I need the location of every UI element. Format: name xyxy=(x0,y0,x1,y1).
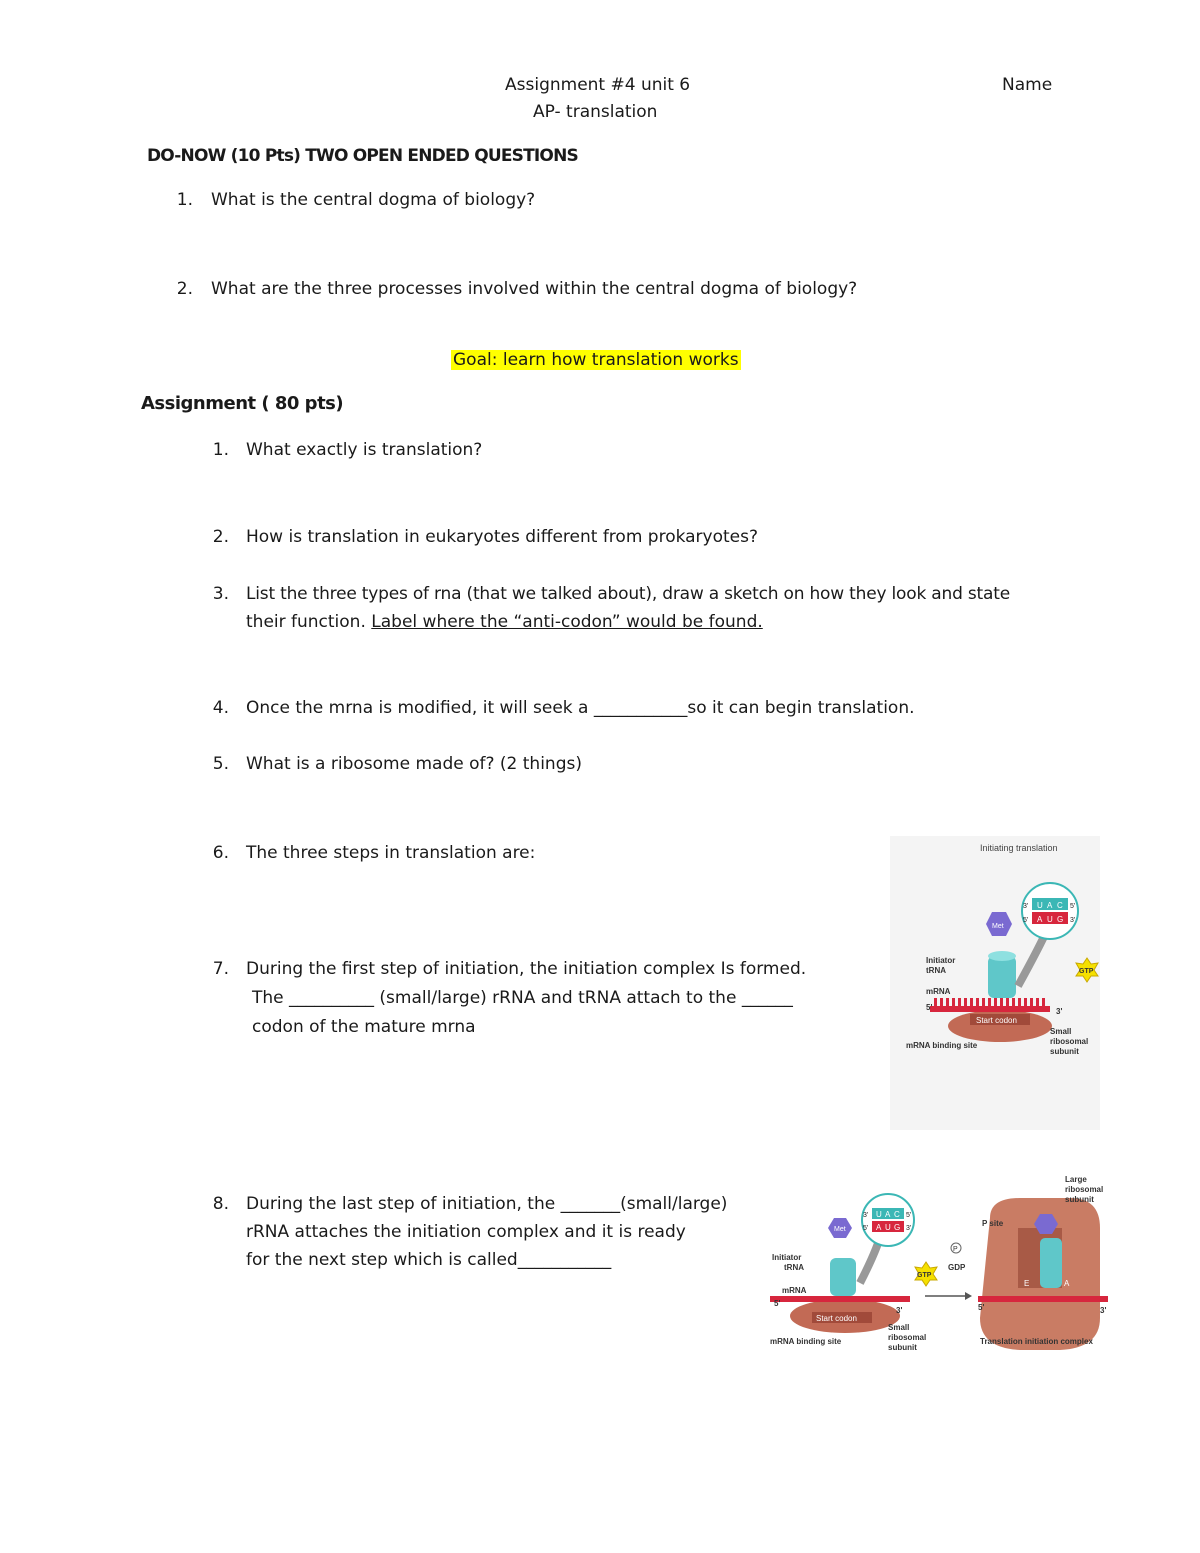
fig1-codon-top-1: U xyxy=(1037,901,1043,910)
assignment-q8-text-line2: rRNA attaches the initiation complex and it is ready xyxy=(246,1222,686,1242)
fig2-binding-site: mRNA binding site xyxy=(770,1337,842,1346)
assignment-q5-number: 5. xyxy=(212,754,229,774)
assignment-q6-text: The three steps in translation are: xyxy=(246,843,536,863)
fig2-complex-label: Translation initiation complex xyxy=(980,1337,1093,1346)
fig2-codon-top-4: 5' xyxy=(906,1212,912,1219)
fig2-large-2: subunit xyxy=(1065,1195,1094,1204)
fig2-met: Met xyxy=(834,1226,846,1233)
translation-initiation-complex-diagram xyxy=(760,1168,1120,1364)
codon-zoom-circle xyxy=(1022,883,1078,939)
fig2-p-site: P site xyxy=(982,1219,1004,1228)
fig2-codon-top-3: C xyxy=(894,1210,900,1219)
fig2-bound-trna xyxy=(1040,1238,1062,1288)
assignment-q6-number: 6. xyxy=(212,843,229,863)
fig2-codon-bottom-3: G xyxy=(894,1223,901,1232)
assignment-q3-plain: their function. xyxy=(246,612,372,632)
fig1-binding-site: mRNA binding site xyxy=(906,1041,978,1050)
fig2-codon-top-0: 3' xyxy=(863,1212,869,1219)
fig1-codon-bottom-2: U xyxy=(1047,915,1053,924)
fig2-start-codon: Start codon xyxy=(816,1314,857,1323)
fig1-three-prime: 3' xyxy=(1056,1007,1063,1016)
do-now-q2-number: 2. xyxy=(176,279,193,299)
assignment-q7-text-line2: The __________ (small/large) rRNA and tRNA attach to the ______ xyxy=(252,988,793,1008)
fig1-codon-bottom-0: 5' xyxy=(1023,917,1029,924)
fig2-a-site: A xyxy=(1064,1279,1070,1288)
assignment-q2-text: How is translation in eukaryotes different from prokaryotes? xyxy=(246,527,759,547)
fig1-five-prime: 5' xyxy=(926,1003,933,1012)
fig2-gdp: GDP xyxy=(948,1263,966,1272)
assignment-q4-number: 4. xyxy=(212,698,229,718)
fig2-trna-label: tRNA xyxy=(784,1263,804,1272)
fig2-right-five-prime: 5' xyxy=(978,1303,985,1312)
fig2-mrna-strand xyxy=(770,1296,910,1302)
fig1-trna-label: tRNA xyxy=(926,966,946,975)
fig2-mrna-label: mRNA xyxy=(782,1286,807,1295)
do-now-q2-text: What are the three processes involved within the central dogma of biology? xyxy=(211,279,858,299)
assignment-q3-text-line2 xyxy=(246,611,763,633)
fig1-start-codon: Start codon xyxy=(976,1016,1017,1025)
figure1-met: Met xyxy=(992,923,1004,930)
initiating-translation-diagram xyxy=(890,836,1100,1130)
assignment-heading: Assignment ( 80 pts) xyxy=(141,393,344,414)
fig2-gtp: GTP xyxy=(917,1272,932,1279)
assignment-q7-text-line3: codon of the mature mrna xyxy=(252,1017,476,1037)
assignment-q3-underlined: Label where the “anti-codon” would be found. xyxy=(371,612,763,632)
assignment-q7-text: During the first step of initiation, the initiation complex Is formed. xyxy=(246,959,807,979)
assignment-q8-number: 8. xyxy=(212,1194,229,1214)
fig2-codon-bottom-4: 3' xyxy=(906,1225,912,1232)
fig2-codon-bottom-0: 5' xyxy=(863,1225,869,1232)
do-now-heading: DO-NOW (10 Pts) TWO OPEN ENDED QUESTIONS xyxy=(147,146,578,166)
fig2-codon-top-2: A xyxy=(885,1210,891,1219)
assignment-q8-text-line3: for the next step which is called___________ xyxy=(246,1250,612,1270)
trna-shape xyxy=(988,956,1016,998)
fig2-codon-top-1: U xyxy=(876,1210,882,1219)
do-now-q1-text: What is the central dogma of biology? xyxy=(211,190,536,210)
fig2-right-three-prime: 3' xyxy=(1100,1306,1107,1315)
fig1-small-0: Small xyxy=(1050,1027,1072,1036)
document-title: Assignment #4 unit 6 xyxy=(505,75,691,95)
fig1-codon-bottom-4: 3' xyxy=(1070,917,1076,924)
fig2-codon-bottom-1: A xyxy=(876,1223,882,1232)
fig2-reaction-arrowhead xyxy=(965,1292,972,1300)
fig1-initiator-label: Initiator xyxy=(926,956,956,965)
fig1-codon-top-0: 3' xyxy=(1023,903,1029,910)
fig2-small-0: Small xyxy=(888,1323,910,1332)
fig2-small-2: subunit xyxy=(888,1343,917,1352)
goal-highlight: Goal: learn how translation works xyxy=(453,350,739,370)
fig1-codon-bottom-3: G xyxy=(1057,915,1064,924)
fig2-pi: P xyxy=(953,1246,958,1253)
do-now-q1-number: 1. xyxy=(176,190,193,210)
name-label: Name xyxy=(1002,75,1053,95)
goal-statement xyxy=(451,349,741,371)
fig2-trna xyxy=(830,1258,856,1296)
fig1-codon-top-3: C xyxy=(1057,901,1063,910)
figure-initiating-translation xyxy=(890,836,1100,1130)
assignment-q5-text: What is a ribosome made of? (2 things) xyxy=(246,754,582,774)
fig2-small-1: ribosomal xyxy=(888,1333,927,1342)
document-subtitle: AP- translation xyxy=(533,102,658,122)
fig2-three-prime: 3' xyxy=(896,1306,903,1315)
fig1-small-2: subunit xyxy=(1050,1047,1079,1056)
fig2-codon-bottom-2: U xyxy=(885,1223,891,1232)
fig2-large-0: Large xyxy=(1065,1175,1087,1184)
assignment-q1-number: 1. xyxy=(212,440,229,460)
fig1-small-1: ribosomal xyxy=(1050,1037,1089,1046)
assignment-q8-text: During the last step of initiation, the _______(small/large) xyxy=(246,1194,728,1214)
mrna-strand xyxy=(930,1006,1050,1012)
figure1-gtp: GTP xyxy=(1079,968,1094,975)
assignment-q3-text: List the three types of rna (that we talked about), draw a sketch on how they look and state xyxy=(246,584,1010,604)
fig1-codon-top-4: 5' xyxy=(1070,903,1076,910)
fig2-large-1: ribosomal xyxy=(1065,1185,1104,1194)
fig2-codon-circle xyxy=(862,1194,914,1246)
figure-translation-initiation-complex xyxy=(760,1168,1120,1364)
assignment-q7-number: 7. xyxy=(212,959,229,979)
assignment-q2-number: 2. xyxy=(212,527,229,547)
fig1-codon-bottom-1: A xyxy=(1037,915,1043,924)
assignment-q4-text: Once the mrna is modified, it will seek a ___________so it can begin translation. xyxy=(246,698,915,718)
fig1-mrna-label: mRNA xyxy=(926,987,951,996)
fig2-e-site: E xyxy=(1024,1279,1030,1288)
fig1-codon-top-2: A xyxy=(1047,901,1053,910)
fig2-initiator-label: Initiator xyxy=(772,1253,802,1262)
fig2-five-prime: 5' xyxy=(774,1299,781,1308)
assignment-q1-text: What exactly is translation? xyxy=(246,440,483,460)
mrna-bases xyxy=(934,998,1045,1006)
figure1-title: Initiating translation xyxy=(980,843,1058,853)
trna-top xyxy=(988,951,1016,961)
assignment-q3-number: 3. xyxy=(212,584,229,604)
fig2-bound-mrna xyxy=(978,1296,1108,1302)
